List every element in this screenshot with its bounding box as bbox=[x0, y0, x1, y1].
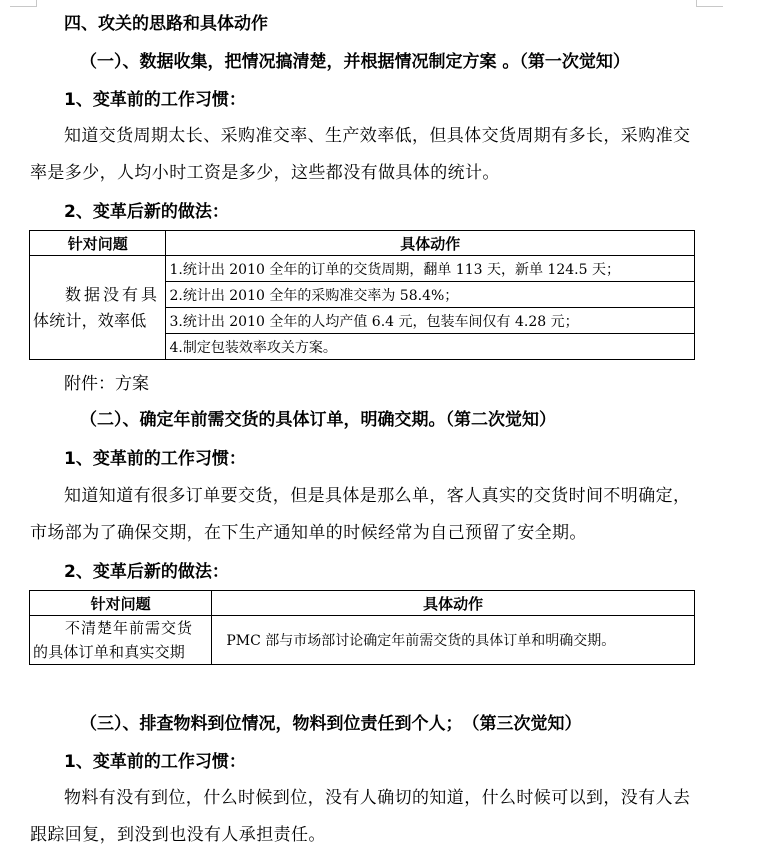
part1-action-table bbox=[29, 230, 695, 360]
table-header-row bbox=[30, 231, 695, 256]
table-row bbox=[30, 616, 695, 665]
part2-before-label: 1、变革前的工作习惯： bbox=[64, 449, 246, 469]
part1-after-label: 2、变革后新的做法： bbox=[64, 202, 229, 222]
part1-before-text: 知道交货周期太长、采购准交率、生产效率低，但具体交货周期有多长，采购准交率是多少，人均小时工资是多少，这些都没有做具体的统计。 bbox=[30, 126, 691, 183]
issue-text-line-1: 数据没有具 bbox=[65, 284, 161, 304]
part2-heading: （二）、确定年前需交货的具体订单，明确交期。（第二次觉知） bbox=[80, 410, 556, 430]
table-action-cell: PMC 部与市场部讨论确定年前需交货的具体订单和明确交期。 bbox=[212, 616, 695, 665]
table-row bbox=[30, 256, 695, 282]
table-action-cell: 4.制定包装效率攻关方案。 bbox=[166, 334, 695, 360]
table-header-action: 具体动作 bbox=[166, 231, 695, 256]
part1-attachment-note: 附件：方案 bbox=[64, 374, 149, 394]
part1-before-label: 1、变革前的工作习惯： bbox=[64, 90, 246, 110]
part3-before-label: 1、变革前的工作习惯： bbox=[64, 752, 246, 772]
table-header-row bbox=[30, 591, 695, 616]
part3-before-text: 物料有没有到位，什么时候到位，没有人确切的知道，什么时候可以到，没有人去跟踪回复，到没到也没有人承担责任。 bbox=[30, 788, 691, 845]
issue-text-line-2: 体统计，效率低 bbox=[33, 310, 147, 330]
part2-after-label: 2、变革后新的做法： bbox=[64, 562, 229, 582]
margin-corner-mark-left bbox=[10, 0, 37, 7]
section-title: 四、攻关的思路和具体动作 bbox=[64, 14, 268, 34]
table-header-issue: 针对问题 bbox=[30, 591, 212, 616]
table-action-cell: 1.统计出 2010 全年的订单的交货周期，翻单 113 天，新单 124.5 天； bbox=[166, 256, 695, 282]
table-header-action: 具体动作 bbox=[212, 591, 695, 616]
issue-text-line-2: 的具体订单和真实交期 bbox=[33, 643, 186, 661]
part2-before-text: 知道知道有很多订单要交货，但是具体是那么单，客人真实的交货时间不明确定，市场部为了确保交期，在下生产通知单的时候经常为自己预留了安全期。 bbox=[30, 486, 691, 543]
part2-action-table bbox=[29, 590, 695, 665]
table-action-cell: 2.统计出 2010 全年的采购准交率为 58.4%； bbox=[166, 282, 695, 308]
table-action-cell: 3.统计出 2010 全年的人均产值 6.4 元，包装车间仅有 4.28 元； bbox=[166, 308, 695, 334]
part1-heading: （一）、数据收集，把情况搞清楚，并根据情况制定方案 。（第一次觉知） bbox=[80, 52, 630, 72]
part3-heading: （三）、排查物料到位情况，物料到位责任到个人； （第三次觉知） bbox=[80, 714, 582, 734]
issue-text-line-1: 不清楚年前需交货 bbox=[65, 619, 194, 637]
margin-corner-mark-right bbox=[696, 0, 723, 7]
table-issue-cell bbox=[30, 256, 166, 360]
table-header-issue: 针对问题 bbox=[30, 231, 166, 256]
table-issue-cell bbox=[30, 616, 212, 665]
